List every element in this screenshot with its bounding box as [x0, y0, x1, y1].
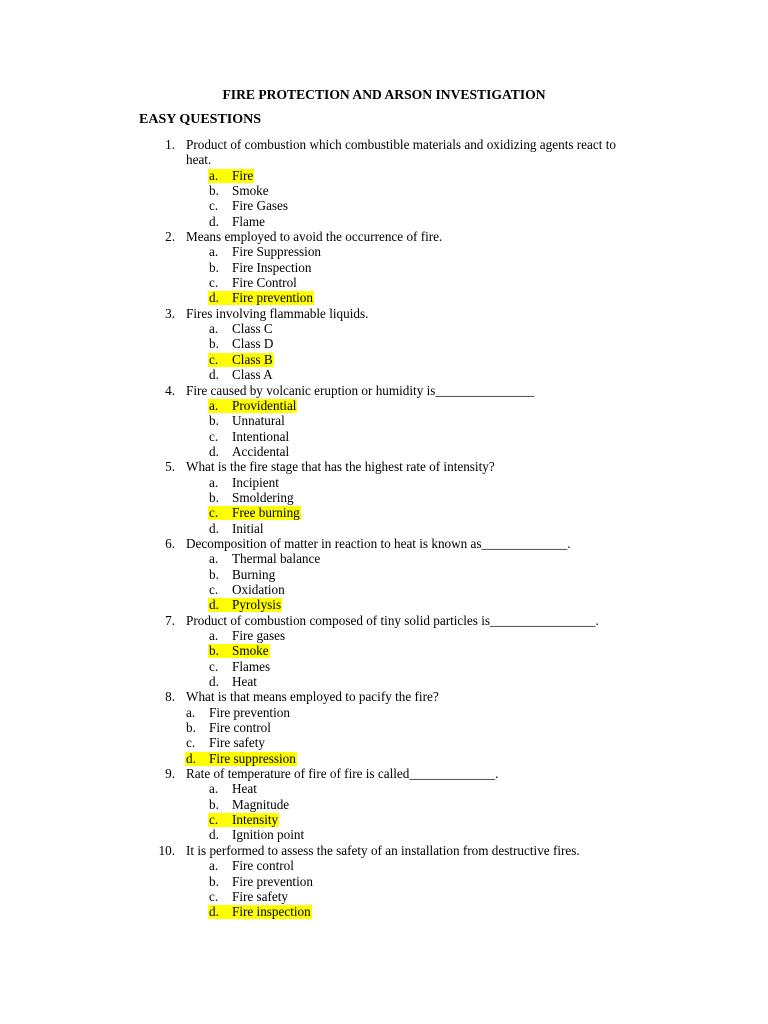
option-text: Magnitude	[232, 796, 290, 812]
question-list	[0, 137, 768, 920]
answer-option	[0, 336, 768, 351]
option-letter: a.	[209, 321, 219, 337]
option-text: Oxidation	[232, 581, 285, 597]
question-item	[0, 843, 768, 920]
question-text: Decomposition of matter in reaction to heat is known as_____________.	[186, 535, 571, 551]
option-text: Ignition point	[232, 827, 305, 843]
answer-option-correct	[0, 168, 768, 183]
question-stem	[0, 229, 768, 244]
question-stem-continued	[0, 152, 768, 167]
option-text: Fire	[232, 167, 254, 183]
option-letter: a.	[209, 244, 219, 260]
option-letter: b.	[209, 183, 219, 199]
question-item	[0, 306, 768, 383]
option-letter: a.	[209, 397, 219, 413]
option-text: Smoke	[232, 183, 269, 199]
option-letter: c.	[209, 505, 219, 521]
answer-options	[0, 551, 768, 612]
option-text: Fire control	[232, 858, 294, 874]
option-text: Free burning	[232, 505, 300, 521]
question-number: 5.	[165, 459, 175, 475]
option-letter: d.	[209, 904, 219, 920]
option-letter: c.	[209, 812, 219, 828]
option-letter: b.	[209, 489, 219, 505]
option-text: Initial	[232, 520, 264, 536]
answer-options	[0, 705, 768, 766]
answer-option	[0, 490, 768, 505]
answer-option	[0, 183, 768, 198]
question-stem	[0, 536, 768, 551]
option-text: Fire gases	[232, 628, 286, 643]
option-letter: b.	[209, 566, 219, 582]
answer-option	[0, 214, 768, 229]
answer-option	[0, 628, 768, 643]
question-number: 2.	[165, 229, 175, 245]
question-number: 9.	[165, 766, 175, 782]
option-letter: b.	[209, 643, 219, 659]
option-text: Class B	[232, 351, 273, 367]
answer-options	[0, 628, 768, 689]
option-text: Class C	[232, 321, 273, 337]
option-letter: c.	[209, 351, 219, 367]
question-text: Product of combustion which combustible materials and oxidizing agents react to	[186, 137, 616, 152]
answer-option-correct	[0, 290, 768, 305]
answer-option	[0, 413, 768, 428]
option-letter: c.	[209, 275, 219, 291]
option-letter: b.	[209, 336, 219, 352]
question-item	[0, 689, 768, 766]
answer-options	[0, 168, 768, 229]
option-text: Flames	[232, 658, 271, 674]
option-letter: b.	[209, 259, 219, 275]
question-text-continued: heat.	[186, 152, 212, 168]
option-text: Unnatural	[232, 413, 285, 429]
option-letter: a.	[209, 167, 219, 183]
answer-option-correct	[0, 505, 768, 520]
option-letter: a.	[209, 858, 219, 874]
option-text: Smoke	[232, 643, 269, 659]
option-letter: c.	[209, 428, 219, 444]
question-number: 7.	[165, 612, 175, 628]
answer-option	[0, 521, 768, 536]
option-letter: c.	[209, 888, 219, 904]
answer-option-correct	[0, 643, 768, 658]
option-letter: a.	[186, 704, 196, 720]
option-text: Fire Gases	[232, 198, 289, 214]
question-item	[0, 383, 768, 460]
answer-option	[0, 720, 768, 735]
option-text: Fire safety	[209, 735, 266, 751]
option-letter: a.	[209, 474, 219, 490]
answer-option-correct	[0, 398, 768, 413]
answer-option-correct	[0, 812, 768, 827]
question-item	[0, 613, 768, 690]
option-text: Accidental	[232, 443, 290, 459]
option-letter: d.	[209, 367, 219, 383]
question-stem	[0, 306, 768, 321]
question-text: What is that means employed to pacify the fire?	[186, 689, 439, 705]
answer-option	[0, 674, 768, 689]
answer-option-correct	[0, 597, 768, 612]
question-text: Fire caused by volcanic eruption or humidity is_______________	[186, 382, 535, 398]
answer-option	[0, 858, 768, 873]
option-text: Fire Suppression	[232, 244, 322, 260]
question-item	[0, 137, 768, 229]
option-letter: a.	[209, 781, 219, 797]
answer-options	[0, 858, 768, 919]
question-stem	[0, 766, 768, 781]
answer-options	[0, 321, 768, 382]
option-letter: d.	[209, 213, 219, 229]
option-text: Fire suppression	[209, 750, 296, 766]
answer-option	[0, 551, 768, 566]
section-heading: EASY QUESTIONS	[139, 112, 262, 127]
answer-option	[0, 735, 768, 750]
question-text: Product of combustion composed of tiny solid particles is________________.	[186, 612, 599, 628]
option-text: Class A	[232, 367, 273, 383]
question-item	[0, 459, 768, 536]
answer-option-correct	[0, 352, 768, 367]
option-text: Smoldering	[232, 489, 294, 505]
option-text: Fire Control	[232, 275, 297, 291]
option-letter: b.	[209, 413, 219, 429]
answer-option-correct	[0, 751, 768, 766]
document-title: FIRE PROTECTION AND ARSON INVESTIGATION	[222, 87, 546, 102]
option-letter: a.	[209, 628, 219, 643]
answer-option	[0, 367, 768, 382]
question-number: 8.	[165, 689, 175, 705]
option-letter: c.	[186, 735, 196, 751]
answer-option	[0, 582, 768, 597]
answer-option	[0, 705, 768, 720]
option-letter: d.	[209, 290, 219, 306]
question-item	[0, 766, 768, 843]
answer-options	[0, 475, 768, 536]
answer-option	[0, 198, 768, 213]
question-item	[0, 536, 768, 613]
option-letter: b.	[209, 796, 219, 812]
option-text: Fire inspection	[232, 904, 311, 920]
answer-option	[0, 797, 768, 812]
question-number: 3.	[165, 305, 175, 321]
option-text: Fire prevention	[232, 873, 313, 889]
option-text: Intensity	[232, 812, 279, 828]
option-letter: c.	[209, 198, 219, 214]
question-stem	[0, 613, 768, 628]
option-letter: c.	[209, 581, 219, 597]
answer-option	[0, 321, 768, 336]
question-text: What is the fire stage that has the highest rate of intensity?	[186, 459, 495, 475]
answer-option	[0, 567, 768, 582]
answer-option	[0, 781, 768, 796]
question-number: 6.	[165, 535, 175, 551]
answer-option	[0, 889, 768, 904]
answer-option	[0, 244, 768, 259]
option-text: Fire safety	[232, 888, 289, 904]
option-text: Flame	[232, 213, 265, 229]
answer-option	[0, 444, 768, 459]
answer-option	[0, 659, 768, 674]
option-text: Heat	[232, 674, 257, 690]
option-letter: c.	[209, 658, 219, 674]
option-letter: d.	[209, 443, 219, 459]
answer-options	[0, 398, 768, 459]
question-number: 10.	[158, 842, 175, 858]
question-number: 1.	[165, 137, 175, 152]
answer-option	[0, 429, 768, 444]
option-letter: b.	[209, 873, 219, 889]
option-letter: a.	[209, 551, 219, 567]
question-number: 4.	[165, 382, 175, 398]
answer-option	[0, 275, 768, 290]
question-stem	[0, 689, 768, 704]
answer-option	[0, 827, 768, 842]
question-stem	[0, 459, 768, 474]
question-stem	[0, 383, 768, 398]
option-text: Fire Inspection	[232, 259, 312, 275]
question-text: Fires involving flammable liquids.	[186, 305, 369, 321]
question-text: It is performed to assess the safety of an installation from destructive fires.	[186, 842, 580, 858]
option-text: Thermal balance	[232, 551, 321, 567]
answer-option-correct	[0, 904, 768, 919]
option-letter: d.	[209, 674, 219, 690]
option-letter: d.	[209, 827, 219, 843]
answer-option	[0, 260, 768, 275]
option-letter: b.	[186, 720, 196, 736]
option-text: Fire prevention	[232, 290, 313, 306]
answer-options	[0, 244, 768, 305]
option-text: Pyrolysis	[232, 597, 282, 613]
option-letter: d.	[209, 520, 219, 536]
answer-option	[0, 874, 768, 889]
option-letter: d.	[186, 750, 196, 766]
option-letter: d.	[209, 597, 219, 613]
question-item	[0, 229, 768, 306]
option-text: Incipient	[232, 474, 279, 490]
option-text: Class D	[232, 336, 274, 352]
option-text: Fire prevention	[209, 704, 290, 720]
question-text: Rate of temperature of fire of fire is called_____________.	[186, 766, 499, 782]
question-stem	[0, 137, 768, 152]
question-stem	[0, 843, 768, 858]
option-text: Burning	[232, 566, 276, 582]
answer-option	[0, 475, 768, 490]
question-text: Means employed to avoid the occurrence of fire.	[186, 229, 443, 245]
option-text: Intentional	[232, 428, 290, 444]
option-text: Fire control	[209, 720, 271, 736]
option-text: Providential	[232, 397, 297, 413]
answer-options	[0, 781, 768, 842]
option-text: Heat	[232, 781, 257, 797]
